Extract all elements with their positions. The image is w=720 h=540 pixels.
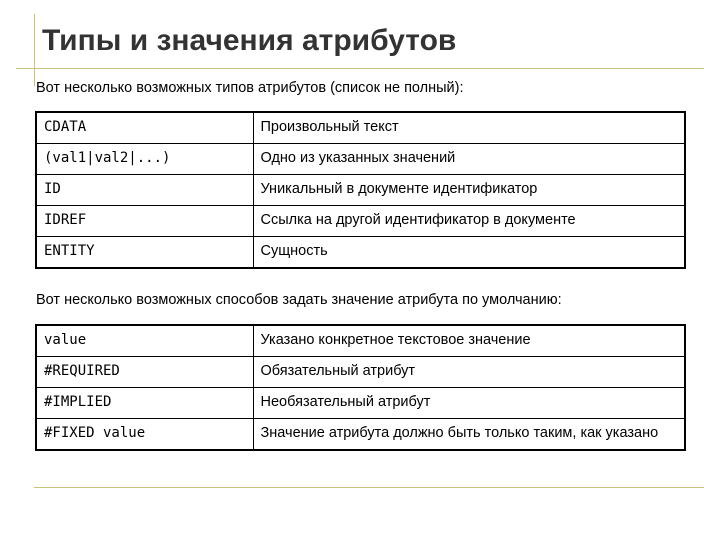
- decorative-top-line: [16, 68, 704, 69]
- type-description: Сущность: [253, 237, 685, 269]
- types-table: [35, 111, 686, 269]
- decorative-vertical-line: [34, 14, 35, 86]
- type-code: CDATA: [36, 112, 253, 144]
- default-code: #REQUIRED: [36, 357, 253, 388]
- table-row: [36, 206, 685, 237]
- type-code: ENTITY: [36, 237, 253, 269]
- types-intro: Вот несколько возможных типов атрибутов (список не полный):: [36, 80, 464, 96]
- default-description: Необязательный атрибут: [253, 388, 685, 419]
- default-code: #IMPLIED: [36, 388, 253, 419]
- table-row: [36, 237, 685, 269]
- table-row: [36, 175, 685, 206]
- type-code: (val1|val2|...): [36, 144, 253, 175]
- type-code: IDREF: [36, 206, 253, 237]
- type-description: Произвольный текст: [253, 112, 685, 144]
- table-row: [36, 325, 685, 357]
- table-row: [36, 144, 685, 175]
- default-code: #FIXED value: [36, 419, 253, 451]
- default-description: Значение атрибута должно быть только таким, как указано: [253, 419, 685, 451]
- defaults-table: [35, 324, 686, 451]
- table-row: [36, 388, 685, 419]
- default-code: value: [36, 325, 253, 357]
- type-description: Ссылка на другой идентификатор в документе: [253, 206, 685, 237]
- type-description: Одно из указанных значений: [253, 144, 685, 175]
- slide-title: Типы и значения атрибутов: [42, 24, 457, 57]
- type-description: Уникальный в документе идентификатор: [253, 175, 685, 206]
- type-code: ID: [36, 175, 253, 206]
- table-row: [36, 357, 685, 388]
- defaults-intro: Вот несколько возможных способов задать значение атрибута по умолчанию:: [36, 292, 562, 308]
- decorative-bottom-line: [34, 487, 704, 488]
- table-row: [36, 112, 685, 144]
- default-description: Обязательный атрибут: [253, 357, 685, 388]
- table-row: [36, 419, 685, 451]
- default-description: Указано конкретное текстовое значение: [253, 325, 685, 357]
